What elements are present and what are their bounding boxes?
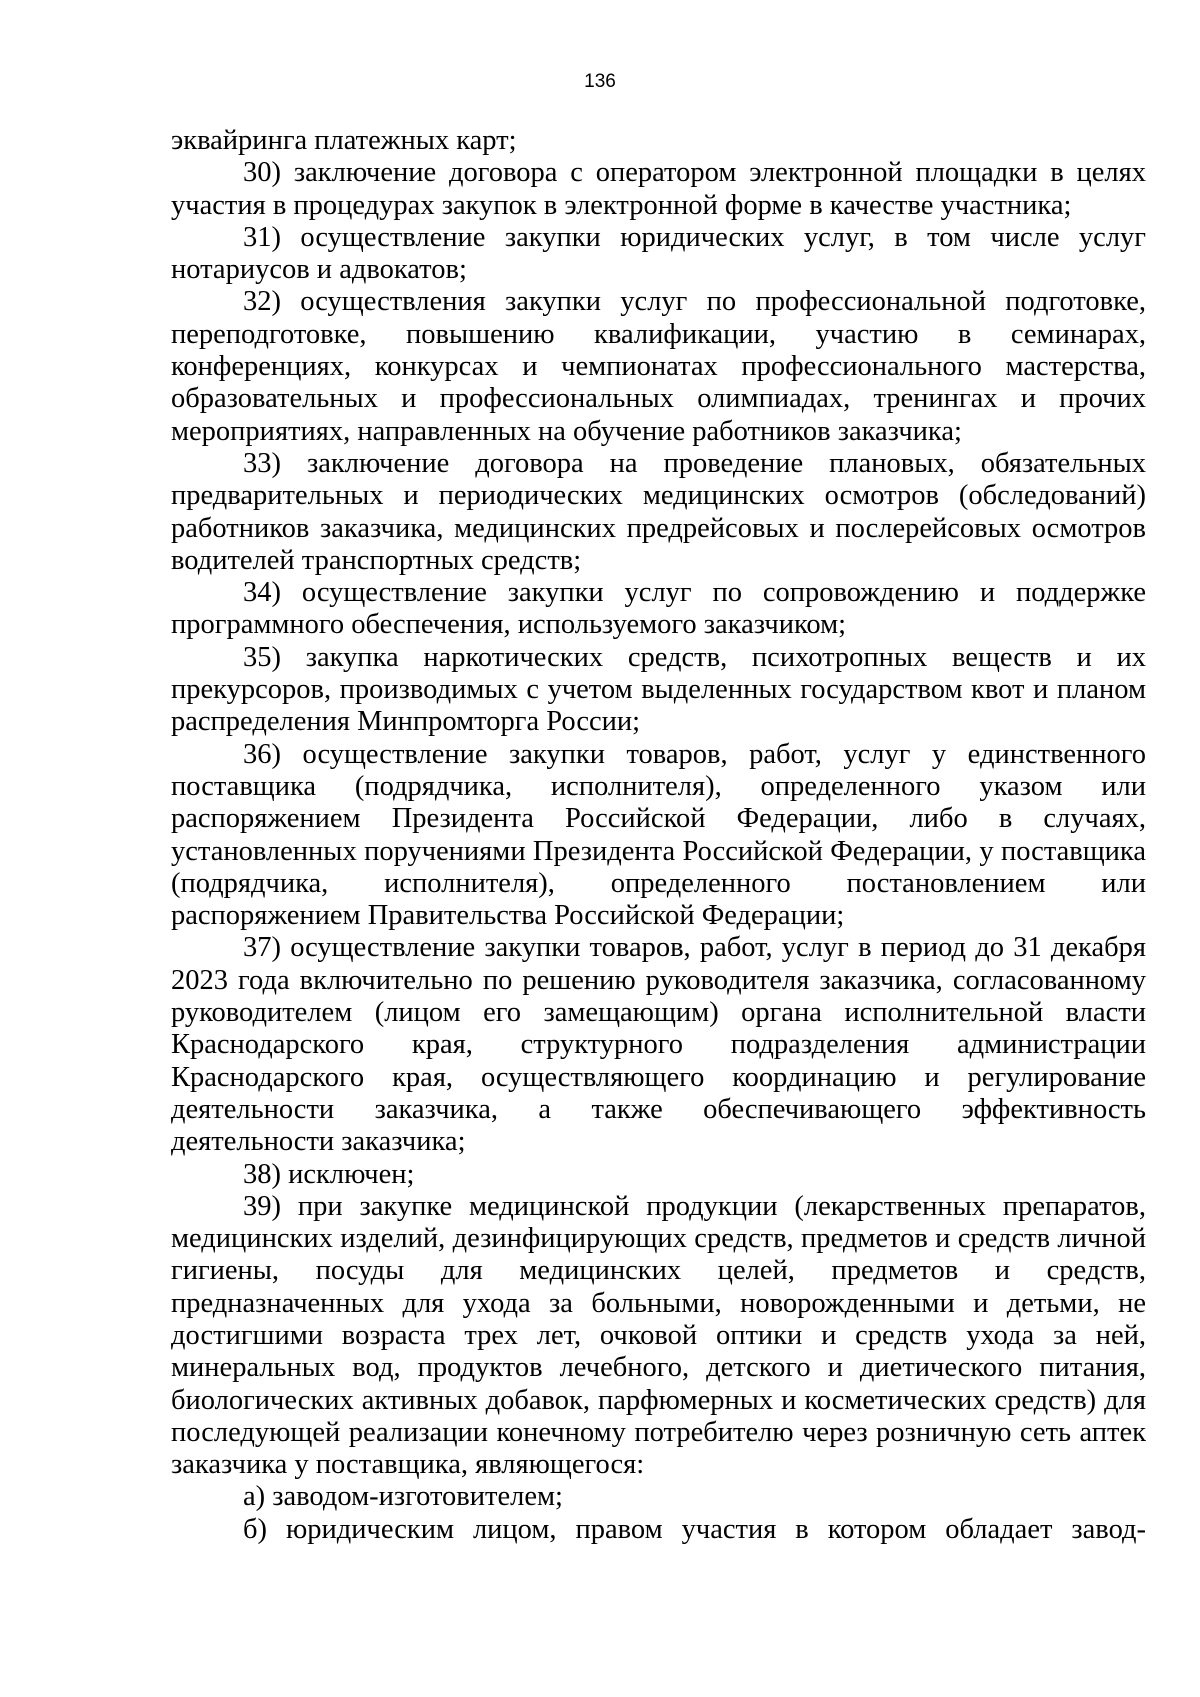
paragraph-item-33: 33) заключение договора на проведение плановых, обязательных предварительных и периодических медицинских осмотров (обследований) работников заказчика, медицинских предрейсовых и послерейсовых осмотров водителей транспортных средств; [171,447,1146,576]
paragraph-item-38: 38) исключен; [243,1158,415,1190]
paragraph-subitem-a: а) заводом-изготовителем; [243,1481,563,1513]
paragraph-item-37: 37) осуществление закупки товаров, работ, услуг в период до 31 декабря 2023 года включительно по решению руководителя заказчика, согласованному руководителем (лицом его замещающим) органа исполнительной власти Краснодарского края, структурного подразделения администрации Краснодарского края, осуществляющего координацию и регулирование деятельности заказчика, а также обеспечивающего эффективность деятельности заказчика; [171,932,1146,1158]
paragraph-item-34: 34) осуществление закупки услуг по сопровождению и поддержке программного обеспечения, используемого заказчиком; [171,577,1146,641]
paragraph-subitem-b: б) юридическим лицом, правом участия в котором обладает завод- [243,1513,1146,1545]
paragraph-item-32: 32) осуществления закупки услуг по профессиональной подготовке, переподготовке, повышению квалификации, участию в семинарах, конференциях, конкурсах и чемпионатах профессионального мастерства, образовательных и профессиональных олимпиадах, тренингах и прочих мероприятиях, направленных на обучение работников заказчика; [171,286,1146,447]
paragraph-item-39: 39) при закупке медицинской продукции (лекарственных препаратов, медицинских изделий, дезинфицирующих средств, предметов и средств личной гигиены, посуды для медицинских целей, предметов и средств, предназначенных для ухода за больными, новорожденными и детьми, не достигшими возраста трех лет, очковой оптики и средств ухода за ней, минеральных вод, продуктов лечебного, детского и диетического питания, биологических активных добавок, парфюмерных и косметических средств) для последующей реализации конечному потребителю через розничную сеть аптек заказчика у поставщика, являющегося: [171,1190,1146,1481]
paragraph-item-36: 36) осуществление закупки товаров, работ, услуг у единственного поставщика (подрядчика, исполнителя), определенного указом или распоряжением Президента Российской Федерации, либо в случаях, установленных поручениями Президента Российской Федерации, у поставщика (подрядчика, исполнителя), определенного постановлением или распоряжением Правительства Российской Федерации; [171,738,1146,932]
paragraph-item-31: 31) осуществление закупки юридических услуг, в том числе услуг нотариусов и адвокатов; [171,221,1146,286]
paragraph-item-35: 35) закупка наркотических средств, психотропных веществ и их прекурсоров, производимых с учетом выделенных государством квот и планом распределения Минпромторга России; [171,641,1146,738]
document-body [171,125,1146,1546]
paragraph-continuation: эквайринга платежных карт; [171,125,517,156]
page-number: 136 [584,71,616,92]
paragraph-item-30: 30) заключение договора с оператором электронной площадки в целях участия в процедурах закупок в электронной форме в качестве участника; [171,157,1146,221]
